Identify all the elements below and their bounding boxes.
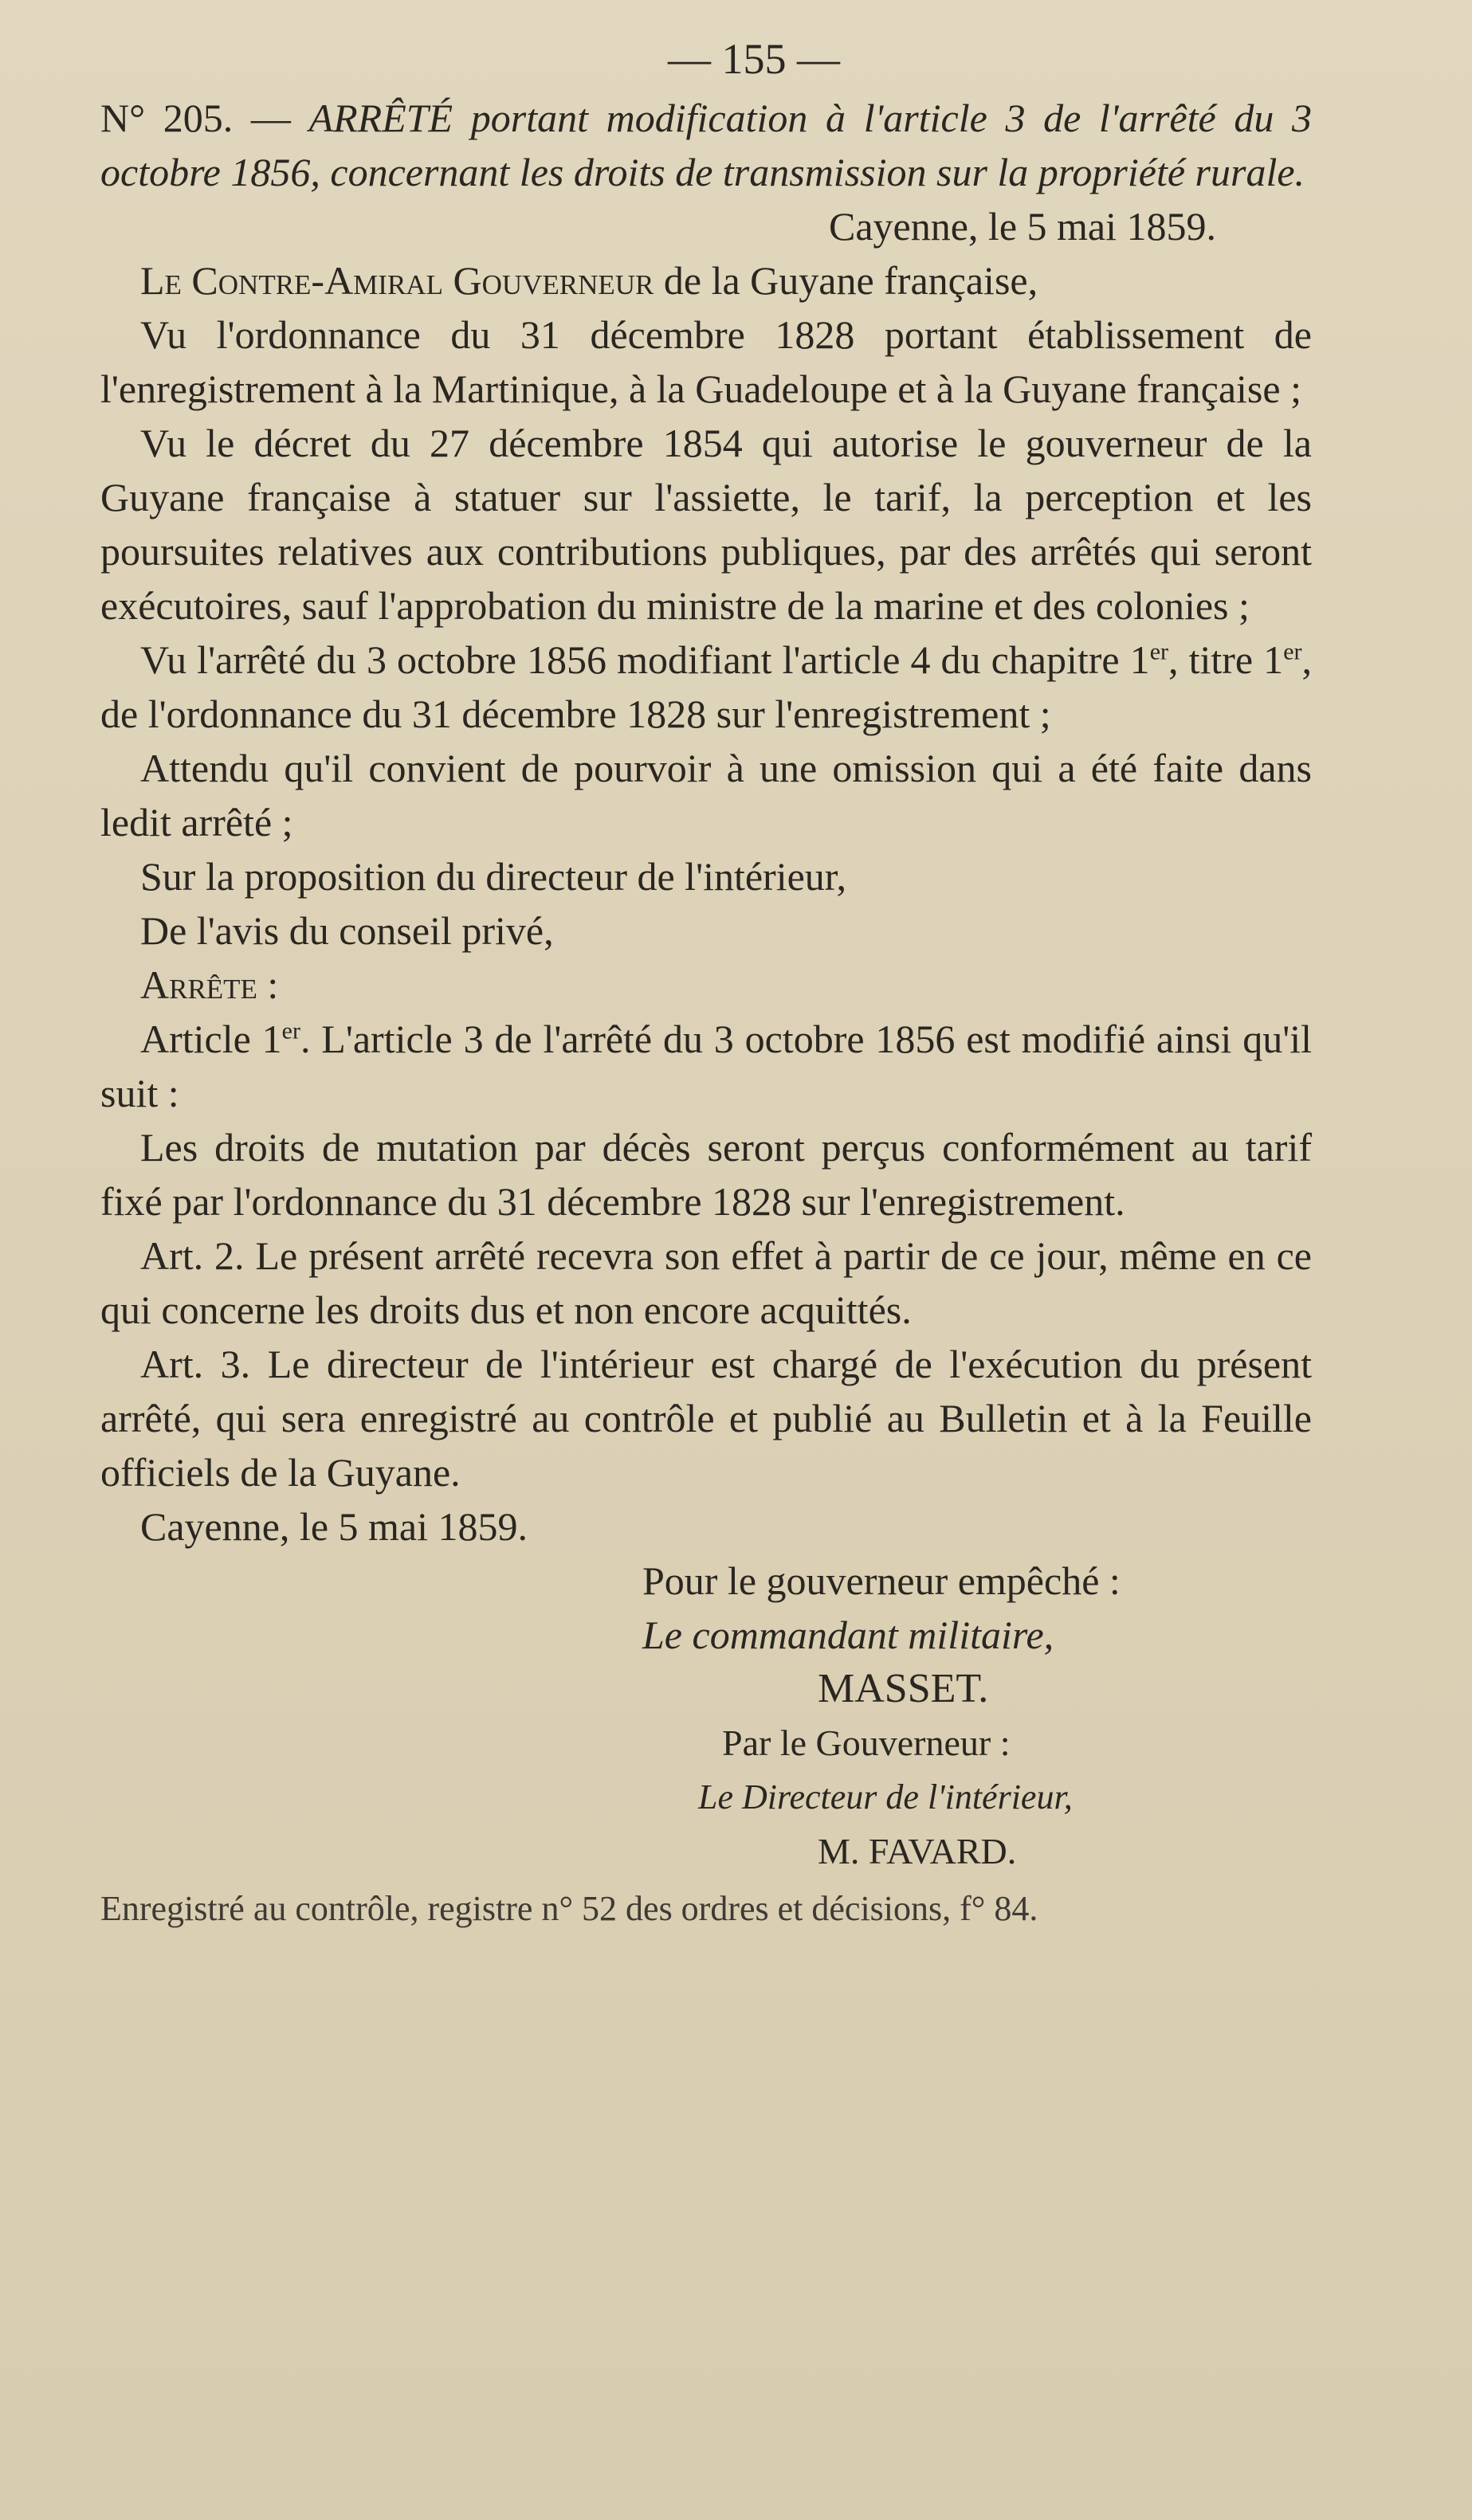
considerant-3: De l'avis du conseil privé, — [140, 908, 554, 953]
page-number: — 155 — — [668, 35, 840, 83]
governor-heading: Le Contre-Amiral Gouverneur — [140, 258, 654, 303]
signature-name-2: M. FAVARD. — [818, 1831, 1017, 1871]
article-1 — [100, 1012, 1312, 1120]
decree-arrete-word: ARRÊTÉ — [308, 96, 453, 140]
article-2: Art. 2. Le présent arrêté recevra son effet à partir de ce jour, même en ce qui concerne les droits dus et non encore acquittés. — [100, 1233, 1312, 1332]
signature-line-4: Le Directeur de l'intérieur, — [698, 1777, 1073, 1817]
signature-name: MASSET. — [818, 1666, 989, 1711]
article-3: Art. 3. Le directeur de l'intérieur est chargé de l'exécution du présent arrêté, qui sera enregistré au contrôle et publié au Bulletin et à la Feuille officiels de la Guyane. — [100, 1342, 1312, 1495]
vu-paragraph-2: Vu le décret du 27 décembre 1854 qui autorise le gouverneur de la Guyane française à statuer sur l'assiette, le tarif, la perception et les poursuites relatives aux contributions publiques, par des arrêtés qui seront exécutoires, sauf l'approbation du ministre de la marine et des colonies ; — [100, 421, 1312, 628]
signature-line-1: Pour le gouverneur empêché : — [642, 1558, 1121, 1603]
signature-line-2: Le commandant militaire, — [642, 1613, 1054, 1657]
vu3-part-a: Vu l'arrêté du 3 octobre 1856 modifiant l'article 4 du chapitre 1 — [140, 637, 1150, 682]
document-text — [100, 32, 1312, 1936]
vu3-part-c: , de l'ordonnance du 31 décembre 1828 sur l'enregistrement ; — [100, 637, 1312, 736]
article-1-sup: er — [281, 1017, 300, 1044]
registration-footer: Enregistré au contrôle, registre n° 52 des ordres et décisions, f° 84. — [100, 1889, 1038, 1928]
governor-heading-rest: de la Guyane française, — [654, 258, 1038, 303]
decree-title — [100, 91, 1312, 199]
decree-number: N° 205. — — [100, 96, 309, 140]
decree-title-rest: portant modification à l'article 3 de l'arrêté du 3 octobre 1856, concernant les droits de transmission sur la propriété rurale. — [100, 96, 1313, 194]
closing-date: Cayenne, le 5 mai 1859. — [140, 1504, 528, 1549]
vu-paragraph-1: Vu l'ordonnance du 31 décembre 1828 portant établissement de l'enregistrement à la Martinique, à la Guadeloupe et à la Guyane française ; — [100, 312, 1312, 411]
vu-paragraph-3 — [100, 633, 1312, 741]
article-1-text: . L'article 3 de l'arrêté du 3 octobre 1856 est modifié ainsi qu'il suit : — [100, 1017, 1312, 1115]
article-1-label: Article 1 — [140, 1017, 282, 1061]
intro-line — [100, 253, 1312, 308]
considerant-2: Sur la proposition du directeur de l'intérieur, — [140, 854, 846, 899]
article-1-body: Les droits de mutation par décès seront perçus conformément au tarif fixé par l'ordonnance du 31 décembre 1828 sur l'enregistrement. — [100, 1125, 1312, 1224]
considerant-1: Attendu qu'il convient de pourvoir à une omission qui a été faite dans ledit arrêté ; — [100, 746, 1312, 845]
vu3-part-b: , titre 1 — [1168, 637, 1284, 682]
signature-line-3: Par le Gouverneur : — [722, 1722, 1011, 1763]
vu3-sup-1: er — [1149, 638, 1169, 665]
place-date: Cayenne, le 5 mai 1859. — [829, 204, 1216, 249]
arrete-label: Arrête : — [140, 962, 279, 1007]
vu3-sup-2: er — [1283, 638, 1302, 665]
